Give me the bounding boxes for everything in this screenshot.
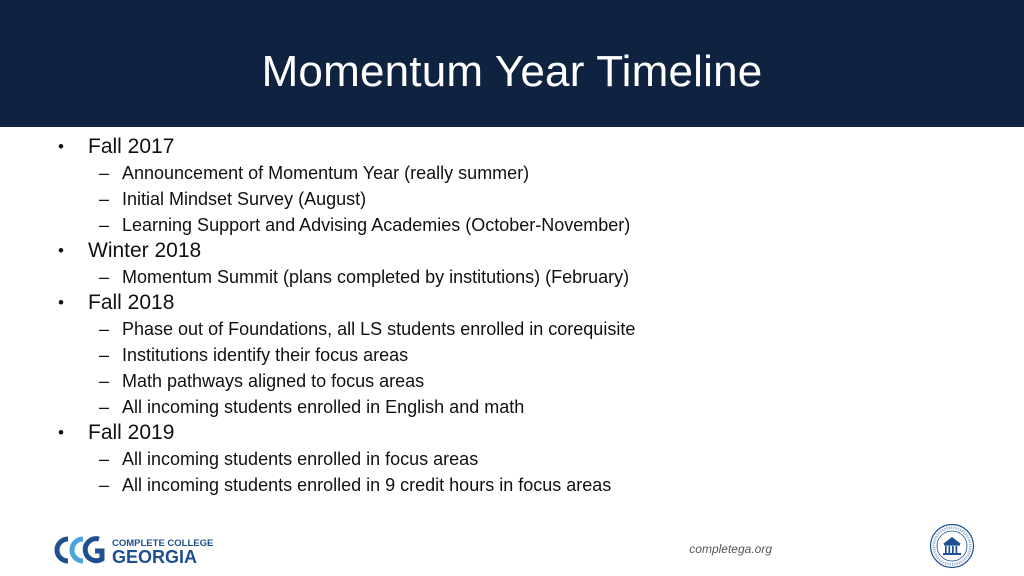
dash-icon: – bbox=[99, 215, 110, 235]
dash-icon: – bbox=[99, 475, 110, 495]
section-label: Fall 2018 bbox=[88, 291, 175, 314]
subitem-text: Initial Mindset Survey (August) bbox=[122, 189, 367, 209]
outline-section bbox=[0, 134, 1024, 160]
outline-subitem bbox=[0, 472, 1024, 498]
outline-subitem bbox=[0, 186, 1024, 212]
subitem-text: Momentum Summit (plans completed by institutions) (February) bbox=[122, 267, 630, 287]
slide-title: Momentum Year Timeline bbox=[261, 47, 763, 96]
outline-list bbox=[0, 134, 1024, 498]
title-bar bbox=[0, 0, 1024, 127]
outline-section bbox=[0, 290, 1024, 316]
subitem-text: Learning Support and Advising Academies (October-November) bbox=[122, 215, 631, 235]
bullet-icon: • bbox=[58, 293, 64, 312]
dash-icon: – bbox=[99, 163, 110, 183]
dash-icon: – bbox=[99, 319, 110, 339]
bullet-icon: • bbox=[58, 423, 64, 442]
complete-college-georgia-logo bbox=[52, 534, 217, 566]
dash-icon: – bbox=[99, 267, 110, 287]
bullet-icon: • bbox=[58, 137, 64, 156]
section-label: Winter 2018 bbox=[88, 239, 202, 262]
outline-subitem bbox=[0, 212, 1024, 238]
subitem-text: All incoming students enrolled in 9 credit hours in focus areas bbox=[122, 475, 612, 495]
outline-subitem bbox=[0, 342, 1024, 368]
outline-subitem bbox=[0, 316, 1024, 342]
bullet-icon: • bbox=[58, 241, 64, 260]
dash-icon: – bbox=[99, 397, 110, 417]
subitem-text: Phase out of Foundations, all LS students enrolled in corequisite bbox=[122, 319, 636, 339]
section-label: Fall 2017 bbox=[88, 135, 175, 158]
dash-icon: – bbox=[99, 371, 110, 391]
dash-icon: – bbox=[99, 449, 110, 469]
outline-subitem bbox=[0, 368, 1024, 394]
outline-subitem bbox=[0, 160, 1024, 186]
outline-subitem bbox=[0, 264, 1024, 290]
subitem-text: Math pathways aligned to focus areas bbox=[122, 371, 425, 391]
subitem-text: All incoming students enrolled in English and math bbox=[122, 397, 525, 417]
dash-icon: – bbox=[99, 345, 110, 365]
logo-text-bottom: GEORGIA bbox=[112, 547, 198, 566]
logo-text-top: COMPLETE COLLEGE bbox=[112, 538, 214, 549]
subitem-text: Announcement of Momentum Year (really summer) bbox=[122, 163, 530, 183]
section-label: Fall 2019 bbox=[88, 421, 175, 444]
outline-section bbox=[0, 238, 1024, 264]
ccg-monogram bbox=[57, 539, 102, 561]
dash-icon: – bbox=[99, 189, 110, 209]
subitem-text: Institutions identify their focus areas bbox=[122, 345, 409, 365]
footer-url: completega.org bbox=[689, 542, 772, 556]
university-seal-icon bbox=[929, 523, 975, 569]
subitem-text: All incoming students enrolled in focus areas bbox=[122, 449, 479, 469]
outline-subitem bbox=[0, 446, 1024, 472]
outline-subitem bbox=[0, 394, 1024, 420]
outline-section bbox=[0, 420, 1024, 446]
